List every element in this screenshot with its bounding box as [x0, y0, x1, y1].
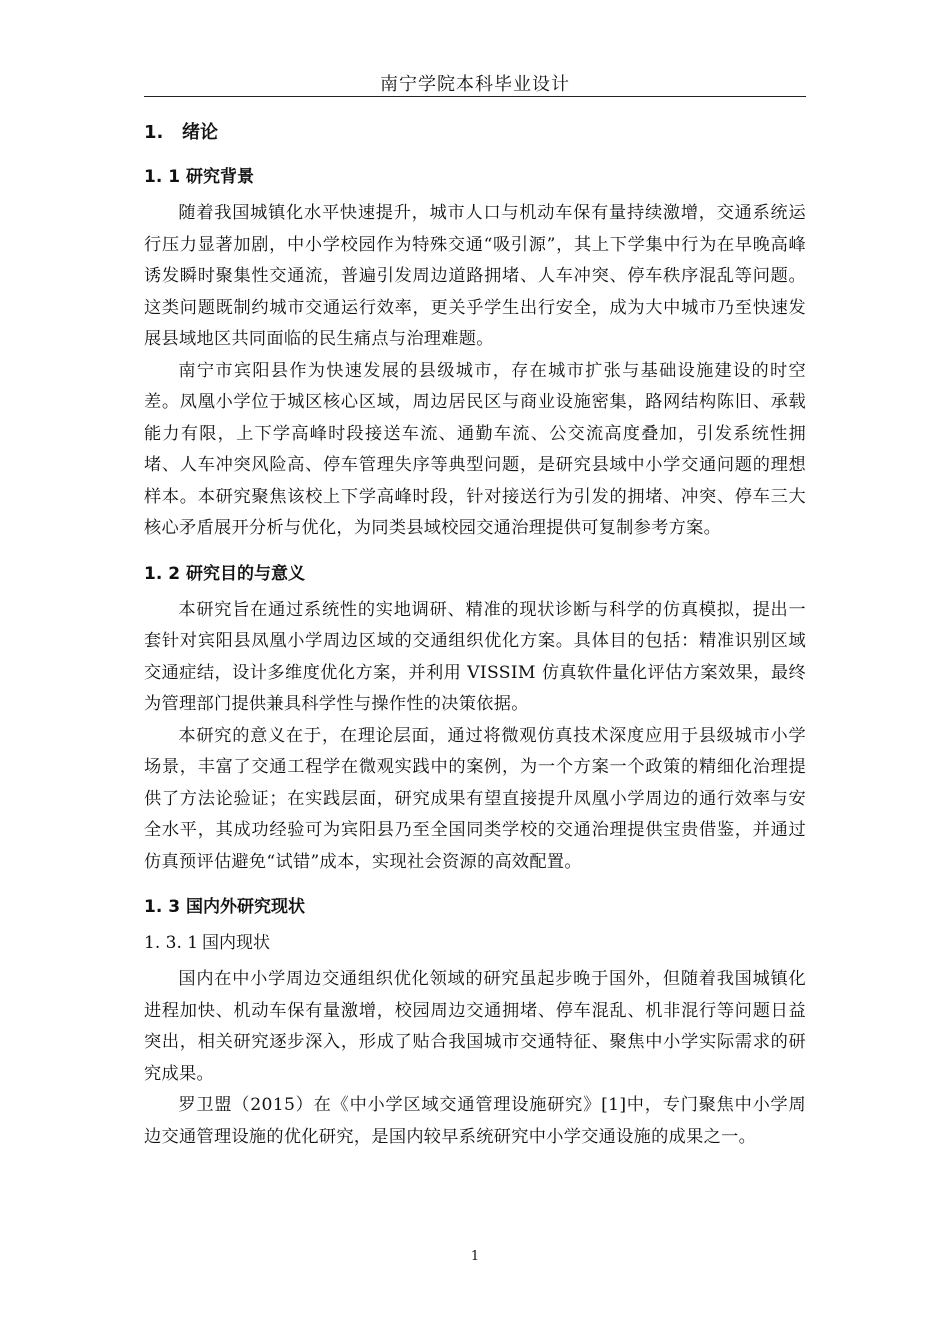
paragraph: 随着我国城镇化水平快速提升，城市人口与机动车保有量持续激增，交通系统运行压力显著加剧，中小学校园作为特殊交通“吸引源”，其上下学集中行为在早晚高峰诱发瞬时聚集性交通流，普遍引发周边道路拥堵、人车冲突、停车秩序混乱等问题。这类问题既制约城市交通运行效率，更关乎学生出行安全，成为大中城市乃至快速发展县域地区共同面临的民生痛点与治理难题。 [144, 203, 806, 349]
paragraph: 本研究的意义在于，在理论层面，通过将微观仿真技术深度应用于县级城市小学场景，丰富了交通工程学在微观实践中的案例，为一个方案一个政策的精细化治理提供了方法论验证；在实践层面，研究成果有望直接提升凤凰小学周边的通行效率与安全水平，其成功经验可为宾阳县乃至全国同类学校的交通治理提供宝贵借鉴，并通过仿真预评估避免“试错”成本，实现社会资源的高效配置。 [144, 725, 806, 872]
section-heading [144, 892, 806, 922]
subsection-heading [144, 928, 806, 958]
chapter-title: 绪论 [182, 122, 218, 143]
section-heading [144, 162, 806, 192]
header-rule [144, 96, 806, 97]
chapter-heading [144, 118, 806, 148]
page-header: 南宁学院本科毕业设计 [380, 74, 570, 95]
section-title: 研究背景 [186, 167, 254, 187]
page-content [144, 118, 806, 1153]
paragraph: 罗卫盟（2015）在《中小学区域交通管理设施研究》[1]中，专门聚焦中小学周边交通管理设施的优化研究，是国内较早系统研究中小学交通设施的成果之一。 [144, 1095, 806, 1147]
section-number: 1. 2 [144, 563, 181, 584]
paragraph: 本研究旨在通过系统性的实地调研、精准的现状诊断与科学的仿真模拟，提出一套针对宾阳县凤凰小学周边区域的交通组织优化方案。具体目的包括：精准识别区域交通症结，设计多维度优化方案，并利用 VISSIM 仿真软件量化评估方案效果，最终为管理部门提供兼具科学性与操作性的决策依据。 [144, 599, 806, 714]
chapter-number: 1. [144, 122, 164, 143]
section-heading [144, 559, 806, 589]
paragraph: 国内在中小学周边交通组织优化领域的研究虽起步晚于国外，但随着我国城镇化进程加快、机动车保有量激增，校园周边交通拥堵、停车混乱、机非混行等问题日益突出，相关研究逐步深入，形成了贴合我国城市交通特征、聚焦中小学实际需求的研究成果。 [144, 969, 806, 1084]
page-number: 1 [470, 1249, 480, 1264]
section-title: 国内外研究现状 [186, 897, 305, 917]
subsection-title: 国内现状 [202, 933, 270, 953]
section-title: 研究目的与意义 [186, 563, 305, 584]
subsection-number: 1. 3. 1 [144, 933, 199, 953]
paragraph: 南宁市宾阳县作为快速发展的县级城市，存在城市扩张与基础设施建设的时空差。凤凰小学位于城区核心区域，周边居民区与商业设施密集，路网结构陈旧、承载能力有限，上下学高峰时段接送车流、通勤车流、公交流高度叠加，引发系统性拥堵、人车冲突风险高、停车管理失序等典型问题，是研究县域中小学交通问题的理想样本。本研究聚焦该校上下学高峰时段，针对接送行为引发的拥堵、冲突、停车三大核心矛盾展开分析与优化，为同类县域校园交通治理提供可复制参考方案。 [144, 360, 806, 538]
section-number: 1. 3 [144, 897, 181, 917]
section-number: 1. 1 [144, 167, 181, 187]
